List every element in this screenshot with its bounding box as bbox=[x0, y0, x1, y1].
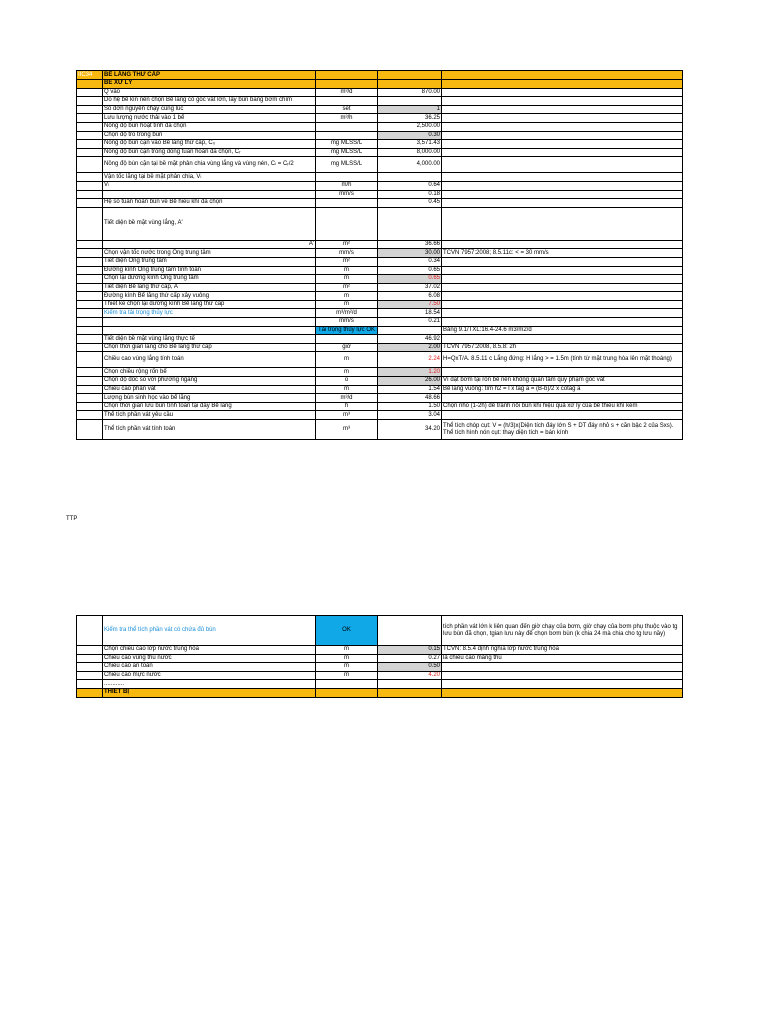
row-unit: m³/m²/d bbox=[316, 309, 378, 318]
row-value: 2.00 bbox=[378, 343, 442, 352]
row-marker bbox=[77, 249, 103, 258]
row-unit: m³ bbox=[316, 420, 378, 440]
row-label: Chiều cao vùng lắng tính toán bbox=[103, 352, 316, 368]
row-unit: mg MLSS/L bbox=[316, 157, 378, 173]
row-note bbox=[442, 173, 683, 182]
table-row bbox=[77, 292, 683, 301]
row-note: TCVN: 8.5.4 định nghĩa lớp nước trung hòa bbox=[442, 646, 683, 655]
table-row bbox=[77, 275, 683, 284]
row-note bbox=[442, 181, 683, 190]
row-unit: m bbox=[316, 646, 378, 655]
row-note bbox=[442, 199, 683, 208]
row-unit: m bbox=[316, 352, 378, 368]
row-note bbox=[442, 207, 683, 240]
row-marker bbox=[77, 335, 103, 344]
row-label: Đường kính Bể lắng thứ cấp xây vuông bbox=[103, 292, 316, 301]
row-marker bbox=[77, 616, 103, 646]
table-row bbox=[77, 654, 683, 663]
row-label: ............ bbox=[103, 680, 316, 689]
row-note bbox=[442, 318, 683, 327]
row-marker bbox=[77, 292, 103, 301]
table-row bbox=[77, 131, 683, 140]
row-value: 0.30 bbox=[378, 131, 442, 140]
table-row bbox=[77, 148, 683, 157]
table-row bbox=[77, 318, 683, 327]
row-marker bbox=[77, 300, 103, 309]
row-unit bbox=[316, 97, 378, 106]
row-label: Chiều cao mực nước bbox=[103, 671, 316, 680]
row-unit: m bbox=[316, 300, 378, 309]
table-row bbox=[77, 326, 683, 335]
row-marker bbox=[77, 97, 103, 106]
row-label bbox=[103, 326, 316, 335]
table-row bbox=[77, 343, 683, 352]
row-value bbox=[378, 688, 442, 697]
row-note bbox=[442, 122, 683, 131]
table-row bbox=[77, 646, 683, 655]
row-value bbox=[378, 680, 442, 689]
table-row bbox=[77, 173, 683, 182]
row-label: Lưu lượng nước thải vào 1 bể bbox=[103, 114, 316, 123]
row-marker bbox=[77, 199, 103, 208]
row-unit: m bbox=[316, 654, 378, 663]
ttp-label: TTP bbox=[66, 516, 78, 522]
row-value: 26.00 bbox=[378, 377, 442, 386]
row-marker bbox=[77, 122, 103, 131]
row-value: 30.00 bbox=[378, 249, 442, 258]
row-label: Nồng độ bùn hoạt tính đã chọn bbox=[103, 122, 316, 131]
row-unit: h bbox=[316, 402, 378, 411]
row-label: Tiết diện bề mặt vùng lắng, A' bbox=[103, 207, 316, 240]
row-label: Đường kính Ống trung tâm tính toán bbox=[103, 266, 316, 275]
row-marker bbox=[77, 688, 103, 697]
row-unit: m bbox=[316, 671, 378, 680]
row-unit: OK bbox=[316, 616, 378, 646]
row-note bbox=[442, 680, 683, 689]
row-label bbox=[103, 318, 316, 327]
row-marker bbox=[77, 654, 103, 663]
table-header-row bbox=[77, 71, 683, 80]
row-note bbox=[442, 283, 683, 292]
table-row bbox=[77, 663, 683, 672]
table-row bbox=[77, 157, 683, 173]
row-label: Kiểm tra thể tích phần vát có chứa đủ bùn bbox=[103, 616, 316, 646]
row-marker bbox=[77, 240, 103, 249]
table-row bbox=[77, 394, 683, 403]
row-note bbox=[442, 97, 683, 106]
row-label: BỂ XỬ LÝ bbox=[103, 80, 316, 89]
row-unit: m bbox=[316, 385, 378, 394]
row-unit: m² bbox=[316, 283, 378, 292]
row-note bbox=[442, 266, 683, 275]
row-label: Hệ số tuần hoàn bùn về Bể hiếu khí đã chọn bbox=[103, 199, 316, 208]
row-value bbox=[378, 326, 442, 335]
table-row bbox=[77, 368, 683, 377]
row-note bbox=[442, 309, 683, 318]
row-label: Chọn độ tro trong bùn bbox=[103, 131, 316, 140]
row-marker bbox=[77, 646, 103, 655]
row-marker bbox=[77, 105, 103, 114]
row-unit: m³/d bbox=[316, 394, 378, 403]
table-row bbox=[77, 105, 683, 114]
row-unit: mm/s bbox=[316, 318, 378, 327]
table-row bbox=[77, 309, 683, 318]
row-value bbox=[378, 173, 442, 182]
row-unit: m bbox=[316, 275, 378, 284]
row-note bbox=[442, 240, 683, 249]
section-title: BỂ LẮNG THỨ CẤP bbox=[103, 71, 316, 80]
table-row bbox=[77, 300, 683, 309]
row-note bbox=[442, 335, 683, 344]
row-marker bbox=[77, 257, 103, 266]
row-label: Tiết diện bề mặt vùng lắng thực tế bbox=[103, 335, 316, 344]
row-value: 0.65 bbox=[378, 266, 442, 275]
table-row bbox=[77, 97, 683, 106]
row-unit bbox=[316, 122, 378, 131]
row-marker bbox=[77, 318, 103, 327]
table-row bbox=[77, 352, 683, 368]
row-note: Vì đặt bơm tại rốn bể nên không quan tâm quy phạm góc vát bbox=[442, 377, 683, 386]
row-value: 36.25 bbox=[378, 114, 442, 123]
row-label: Chọn chiều rộng rốn bể bbox=[103, 368, 316, 377]
row-value: 0.27 bbox=[378, 654, 442, 663]
row-unit: m bbox=[316, 292, 378, 301]
row-label: Chiều cao an toàn bbox=[103, 663, 316, 672]
row-label: Vận tốc lắng tại bề mặt phân chia, Vₗ bbox=[103, 173, 316, 182]
row-label: Tiết diện Ống trung tâm bbox=[103, 257, 316, 266]
row-value: 18.54 bbox=[378, 309, 442, 318]
table-row bbox=[77, 616, 683, 646]
table-row bbox=[77, 385, 683, 394]
row-value: 0.50 bbox=[378, 663, 442, 672]
row-label: Thể tích phần vát yêu cầu bbox=[103, 411, 316, 420]
row-label: Chiều cao vùng thu nước bbox=[103, 654, 316, 663]
row-note bbox=[442, 131, 683, 140]
row-value: 1 bbox=[378, 105, 442, 114]
table-row bbox=[77, 402, 683, 411]
row-marker bbox=[77, 411, 103, 420]
row-label: Chọn độ dốc so với phương ngang bbox=[103, 377, 316, 386]
row-marker bbox=[77, 309, 103, 318]
row-note bbox=[442, 257, 683, 266]
row-marker bbox=[77, 377, 103, 386]
row-marker bbox=[77, 680, 103, 689]
table-row bbox=[77, 122, 683, 131]
row-label: Q vào bbox=[103, 88, 316, 97]
row-note bbox=[442, 394, 683, 403]
row-marker bbox=[77, 343, 103, 352]
row-note bbox=[442, 148, 683, 157]
row-note bbox=[442, 275, 683, 284]
table-row bbox=[77, 335, 683, 344]
table-row bbox=[77, 266, 683, 275]
row-note bbox=[442, 688, 683, 697]
row-marker bbox=[77, 114, 103, 123]
row-value: 3,571.43 bbox=[378, 140, 442, 149]
row-note bbox=[442, 368, 683, 377]
row-marker bbox=[77, 207, 103, 240]
row-marker bbox=[77, 190, 103, 199]
row-value: 0.65 bbox=[378, 275, 442, 284]
table-row bbox=[77, 140, 683, 149]
row-label: Kiểm tra tải trọng thủy lực bbox=[103, 309, 316, 318]
row-value: 0.18 bbox=[378, 190, 442, 199]
row-label: Chọn lại đường kính Ống trung tâm bbox=[103, 275, 316, 284]
row-note bbox=[442, 88, 683, 97]
row-unit bbox=[316, 173, 378, 182]
row-unit: set bbox=[316, 105, 378, 114]
row-note: TCVN 7957:2008; 8.5.11c: < = 30 mm/s bbox=[442, 249, 683, 258]
section-code: IIC34 bbox=[77, 71, 103, 80]
row-marker bbox=[77, 402, 103, 411]
row-unit: mg MLSS/L bbox=[316, 140, 378, 149]
row-unit bbox=[316, 131, 378, 140]
row-marker bbox=[77, 394, 103, 403]
row-unit: m/h bbox=[316, 181, 378, 190]
row-marker bbox=[77, 671, 103, 680]
table-row bbox=[77, 377, 683, 386]
row-label: Số đơn nguyên chạy cùng lúc bbox=[103, 105, 316, 114]
row-unit bbox=[316, 335, 378, 344]
row-marker bbox=[77, 326, 103, 335]
row-value: 1.20 bbox=[378, 368, 442, 377]
row-value: 37.02 bbox=[378, 283, 442, 292]
row-label: Vₗ bbox=[103, 181, 316, 190]
check-table bbox=[76, 615, 683, 698]
row-unit bbox=[316, 199, 378, 208]
row-unit bbox=[316, 680, 378, 689]
row-note bbox=[442, 140, 683, 149]
row-unit: m² bbox=[316, 257, 378, 266]
row-note bbox=[442, 105, 683, 114]
row-marker bbox=[77, 420, 103, 440]
row-value bbox=[378, 207, 442, 240]
row-unit bbox=[316, 207, 378, 240]
row-value: 8,000.00 bbox=[378, 148, 442, 157]
row-unit: m bbox=[316, 663, 378, 672]
row-unit: o bbox=[316, 377, 378, 386]
row-label: Nồng độ bùn cặn vào Bể lắng thứ cấp, C₀ bbox=[103, 140, 316, 149]
row-unit: mg MLSS/L bbox=[316, 148, 378, 157]
row-unit bbox=[316, 80, 378, 89]
row-unit: mm/s bbox=[316, 249, 378, 258]
row-note: Bảng 9.1/TXL:16.4-24.6 m3/m2/d bbox=[442, 326, 683, 335]
row-marker bbox=[77, 663, 103, 672]
row-unit: m bbox=[316, 266, 378, 275]
row-value: 0.34 bbox=[378, 257, 442, 266]
row-marker bbox=[77, 275, 103, 284]
row-marker bbox=[77, 148, 103, 157]
row-unit: m³/d bbox=[316, 88, 378, 97]
row-value: 34.20 bbox=[378, 420, 442, 440]
row-value: 0.64 bbox=[378, 181, 442, 190]
row-label: Chọn thời gian lưu bùn tính toán tại đáy Bể lắng bbox=[103, 402, 316, 411]
row-note: Thể tích chóp cụt: V = (h/3)x(Diện tích đáy lớn S + DT đáy nhỏ s + căn bậc 2 của Sxs). Thể tích hình nón cụt: thay diện tích = bán kính bbox=[442, 420, 683, 440]
row-marker bbox=[77, 131, 103, 140]
table-row bbox=[77, 207, 683, 240]
row-value: 1.50 bbox=[378, 402, 442, 411]
row-unit: giờ bbox=[316, 343, 378, 352]
row-unit: m³ bbox=[316, 411, 378, 420]
row-note: Bể lắng vuông: tìm h2 = l x tag a = (B-b)/2 x cotag a bbox=[442, 385, 683, 394]
table-row bbox=[77, 199, 683, 208]
row-note bbox=[442, 300, 683, 309]
row-note: là chiều cao máng thu bbox=[442, 654, 683, 663]
row-value: 1.54 bbox=[378, 385, 442, 394]
row-unit: m³/h bbox=[316, 114, 378, 123]
row-value bbox=[378, 80, 442, 89]
row-note: Chọn nhỏ (1-2h) để tránh nổi bùn khi hiệu quả xử lý của bể thiếu khí kém bbox=[442, 402, 683, 411]
table-row bbox=[77, 181, 683, 190]
row-label: Thiết kế chọn lại đường kính Bể lắng thứ cấp bbox=[103, 300, 316, 309]
row-marker bbox=[77, 88, 103, 97]
table-row bbox=[77, 420, 683, 440]
row-note: TCVN 7957:2008, 8.5.8: 2h bbox=[442, 343, 683, 352]
row-marker bbox=[77, 80, 103, 89]
table-row bbox=[77, 240, 683, 249]
row-value: 2,500.00 bbox=[378, 122, 442, 131]
row-value: 4,000.00 bbox=[378, 157, 442, 173]
row-value: 36.66 bbox=[378, 240, 442, 249]
row-marker bbox=[77, 368, 103, 377]
row-note bbox=[442, 157, 683, 173]
row-value: 2.24 bbox=[378, 352, 442, 368]
row-marker bbox=[77, 266, 103, 275]
table-row bbox=[77, 688, 683, 697]
row-value bbox=[378, 97, 442, 106]
row-label: Chiều cao phần vát bbox=[103, 385, 316, 394]
row-label: THIẾT BỊ bbox=[103, 688, 316, 697]
row-value: 4.20 bbox=[378, 671, 442, 680]
row-value bbox=[378, 616, 442, 646]
row-value: 46.92 bbox=[378, 335, 442, 344]
row-label: Chọn chiều cao lớp nước trung hòa bbox=[103, 646, 316, 655]
row-unit: Tải trọng thủy lực OK bbox=[316, 326, 378, 335]
row-label: Lượng bùn sinh học vào bể lắng bbox=[103, 394, 316, 403]
table-row bbox=[77, 114, 683, 123]
row-unit: mm/s bbox=[316, 190, 378, 199]
row-note bbox=[442, 411, 683, 420]
row-note: tích phần vát lớn k liên quan đến giờ chạy của bơm, giờ chạy của bơm phụ thuộc vào tg lưu bùn đã chọn, tgian lưu này để chọn bơm bùn (k chia 24 mà chia cho tg lưu nầy) bbox=[442, 616, 683, 646]
row-label: Thể tích phần vát tính toán bbox=[103, 420, 316, 440]
row-label: Chọn vận tốc nước trong Ống trung tâm bbox=[103, 249, 316, 258]
row-note bbox=[442, 663, 683, 672]
row-label bbox=[103, 190, 316, 199]
row-marker bbox=[77, 385, 103, 394]
row-value: 7.50 bbox=[378, 300, 442, 309]
row-marker bbox=[77, 140, 103, 149]
row-marker bbox=[77, 157, 103, 173]
row-unit: m bbox=[316, 368, 378, 377]
row-marker bbox=[77, 283, 103, 292]
table-row bbox=[77, 411, 683, 420]
design-table bbox=[76, 70, 683, 440]
row-note bbox=[442, 114, 683, 123]
table-row bbox=[77, 249, 683, 258]
table-row bbox=[77, 88, 683, 97]
row-value: 0.15 bbox=[378, 646, 442, 655]
row-note bbox=[442, 80, 683, 89]
row-label: Nồng độ bùn cặn tại bề mặt phân chia vùng lắng và vùng nén, Cₗ = Cᵣ/2 bbox=[103, 157, 316, 173]
row-label: Nồng độ bùn cặn trong dòng tuần hoàn đã chọn, Cᵣ bbox=[103, 148, 316, 157]
table-row bbox=[77, 80, 683, 89]
table-row bbox=[77, 283, 683, 292]
row-value: 0.21 bbox=[378, 318, 442, 327]
row-label: A' bbox=[103, 240, 316, 249]
row-label: Chọn thời gian lắng cho Bể lắng thứ cấp bbox=[103, 343, 316, 352]
row-label: Do hệ bể kín nên chọn Bể lắng có góc vát lớn, lấy bùn bằng bơm chìm bbox=[103, 97, 316, 106]
row-note bbox=[442, 190, 683, 199]
table-row bbox=[77, 257, 683, 266]
row-note bbox=[442, 671, 683, 680]
row-label: Tiết diện Bể lắng thứ cấp, A bbox=[103, 283, 316, 292]
table-row bbox=[77, 671, 683, 680]
row-marker bbox=[77, 181, 103, 190]
row-value: 3.04 bbox=[378, 411, 442, 420]
table-row bbox=[77, 680, 683, 689]
row-marker bbox=[77, 352, 103, 368]
row-value: 6.08 bbox=[378, 292, 442, 301]
row-value: 0.45 bbox=[378, 199, 442, 208]
row-value: 48.66 bbox=[378, 394, 442, 403]
table-row bbox=[77, 190, 683, 199]
row-unit bbox=[316, 688, 378, 697]
row-value: 870.00 bbox=[378, 88, 442, 97]
row-note bbox=[442, 292, 683, 301]
row-note: H=QxT/A. 8.5.11 c Lắng đứng: H lắng > = 1.5m (tính từ mặt trung hòa lên mặt thoáng) bbox=[442, 352, 683, 368]
row-marker bbox=[77, 173, 103, 182]
row-unit: m² bbox=[316, 240, 378, 249]
